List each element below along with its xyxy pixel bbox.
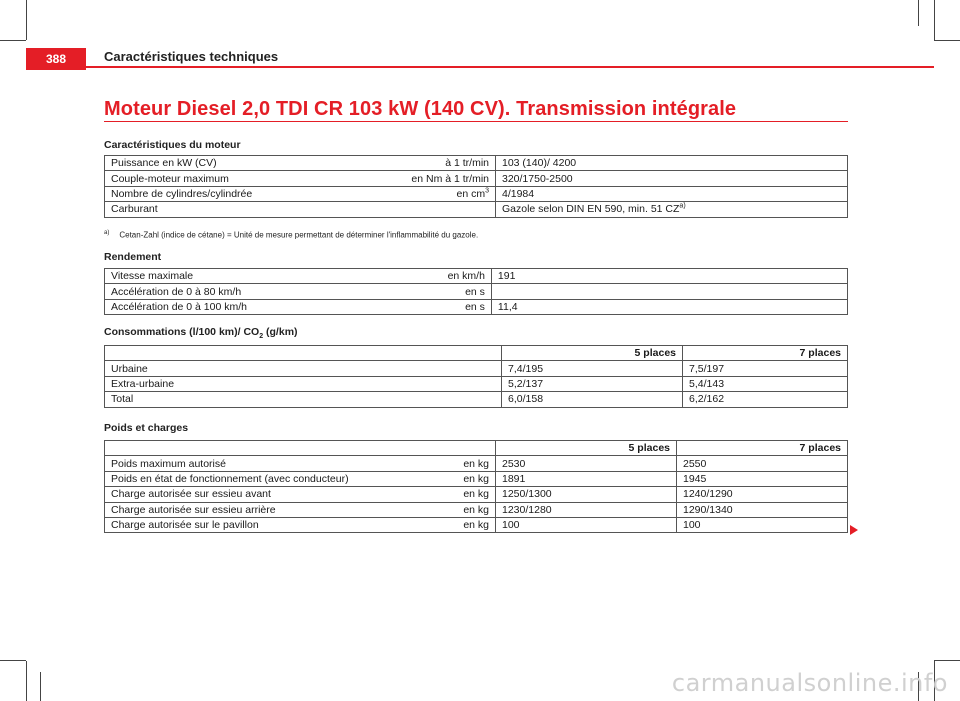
row-value-5: 100: [496, 517, 677, 532]
header-divider: [86, 66, 934, 68]
row-value: 4/1984: [496, 186, 848, 201]
row-value-5: 1250/1300: [496, 487, 677, 502]
table-row: [105, 471, 848, 486]
performance-section-heading: Rendement: [104, 251, 162, 263]
row-unit: en s: [361, 299, 492, 314]
row-value: 191: [491, 269, 847, 284]
crop-mark: [934, 40, 960, 41]
crop-mark: [40, 672, 41, 701]
column-header: 5 places: [502, 346, 683, 361]
heading-subscript: 2: [259, 333, 264, 341]
column-header: 7 places: [683, 346, 848, 361]
engine-section-heading: Caractéristiques du moteur: [104, 139, 241, 151]
table-row: [105, 361, 848, 376]
row-value: [491, 284, 847, 299]
row-value-7: 5,4/143: [683, 376, 848, 391]
continue-arrow-icon[interactable]: [850, 525, 858, 535]
row-label: Poids maximum autorisé: [105, 456, 364, 471]
heading-text-end: (g/km): [263, 326, 298, 338]
table-row: [105, 299, 848, 314]
footnote-text: Cetan-Zahl (indice de cétane) = Unité de mesure permettant de déterminer l'inflammabilité du gazole.: [119, 230, 479, 240]
row-value-7: 7,5/197: [683, 361, 848, 376]
row-value-5: 5,2/137: [502, 376, 683, 391]
row-unit: en s: [361, 284, 492, 299]
footnote-mark: a): [104, 230, 110, 236]
weights-section-heading: Poids et charges: [104, 422, 189, 434]
crop-mark: [26, 661, 27, 701]
table-row: [105, 392, 848, 407]
row-label: Vitesse maximale: [105, 269, 361, 284]
value-text: Gazole selon DIN EN 590, min. 51 CZ: [502, 203, 680, 216]
row-unit: en kg: [363, 487, 496, 502]
title-divider: [104, 121, 848, 122]
footnote-ref: a): [679, 202, 686, 210]
performance-table: [104, 268, 848, 315]
row-value-5: 1891: [496, 471, 677, 486]
running-header-title: Caractéristiques techniques: [104, 49, 279, 64]
row-label: Charge autorisée sur le pavillon: [105, 517, 364, 532]
row-value-7: 100: [677, 517, 848, 532]
row-value-7: 6,2/162: [683, 392, 848, 407]
row-value: [496, 202, 848, 217]
table-row: [105, 202, 848, 217]
row-value-5: 2530: [496, 456, 677, 471]
crop-mark: [934, 660, 960, 661]
table-row: [105, 156, 848, 171]
table-header-row: [105, 441, 848, 456]
row-label: Urbaine: [105, 361, 502, 376]
table-row: [105, 487, 848, 502]
page-title: Moteur Diesel 2,0 TDI CR 103 kW (140 CV). Transmission intégrale: [104, 98, 737, 120]
unit-text: en cm: [456, 187, 486, 200]
row-label: Total: [105, 392, 502, 407]
row-value-7: 1945: [677, 471, 848, 486]
empty-header-cell: [363, 441, 496, 456]
row-unit: en kg: [363, 471, 496, 486]
table-row: [105, 502, 848, 517]
row-value-7: 1290/1340: [677, 502, 848, 517]
consumption-table: [104, 345, 848, 408]
row-value-5: 1230/1280: [496, 502, 677, 517]
footnote: [104, 230, 478, 240]
row-unit: en km/h: [361, 269, 492, 284]
row-value-5: 6,0/158: [502, 392, 683, 407]
row-value: 320/1750-2500: [496, 171, 848, 186]
row-unit: [363, 202, 496, 217]
row-value-7: 1240/1290: [677, 487, 848, 502]
heading-text: Consommations (l/100 km)/ CO: [104, 326, 260, 338]
consumption-section-heading: [104, 326, 298, 341]
table-row: [105, 456, 848, 471]
page-number: 388: [26, 48, 86, 70]
weights-table: [104, 440, 848, 533]
row-label: Puissance en kW (CV): [105, 156, 364, 171]
crop-mark: [0, 40, 26, 41]
row-value-7: 2550: [677, 456, 848, 471]
table-header-row: [105, 346, 848, 361]
empty-header-cell: [105, 441, 364, 456]
watermark: carmanualsonline.info: [671, 669, 948, 697]
row-label: Charge autorisée sur essieu arrière: [105, 502, 364, 517]
empty-header-cell: [105, 346, 502, 361]
column-header: 5 places: [496, 441, 677, 456]
row-label: Extra-urbaine: [105, 376, 502, 391]
row-label: Nombre de cylindres/cylindrée: [105, 186, 364, 201]
column-header: 7 places: [677, 441, 848, 456]
crop-mark: [26, 0, 27, 40]
table-row: [105, 517, 848, 532]
crop-mark: [934, 0, 935, 40]
row-label: Couple-moteur maximum: [105, 171, 364, 186]
crop-mark: [918, 0, 919, 26]
unit-superscript: 3: [485, 187, 489, 195]
row-unit: en Nm à 1 tr/min: [363, 171, 496, 186]
engine-table: [104, 155, 848, 218]
table-row: [105, 186, 848, 201]
row-label: Charge autorisée sur essieu avant: [105, 487, 364, 502]
row-unit: en kg: [363, 517, 496, 532]
row-unit: en kg: [363, 456, 496, 471]
row-label: Accélération de 0 à 100 km/h: [105, 299, 361, 314]
crop-mark: [0, 660, 26, 661]
row-label: Accélération de 0 à 80 km/h: [105, 284, 361, 299]
row-value-5: 7,4/195: [502, 361, 683, 376]
table-row: [105, 284, 848, 299]
row-label: Poids en état de fonctionnement (avec conducteur): [105, 471, 364, 486]
row-unit: en kg: [363, 502, 496, 517]
row-unit: [363, 186, 496, 201]
row-unit: à 1 tr/min: [363, 156, 496, 171]
row-value: 103 (140)/ 4200: [496, 156, 848, 171]
row-label: Carburant: [105, 202, 364, 217]
table-row: [105, 171, 848, 186]
row-value: 11,4: [491, 299, 847, 314]
table-row: [105, 269, 848, 284]
table-row: [105, 376, 848, 391]
